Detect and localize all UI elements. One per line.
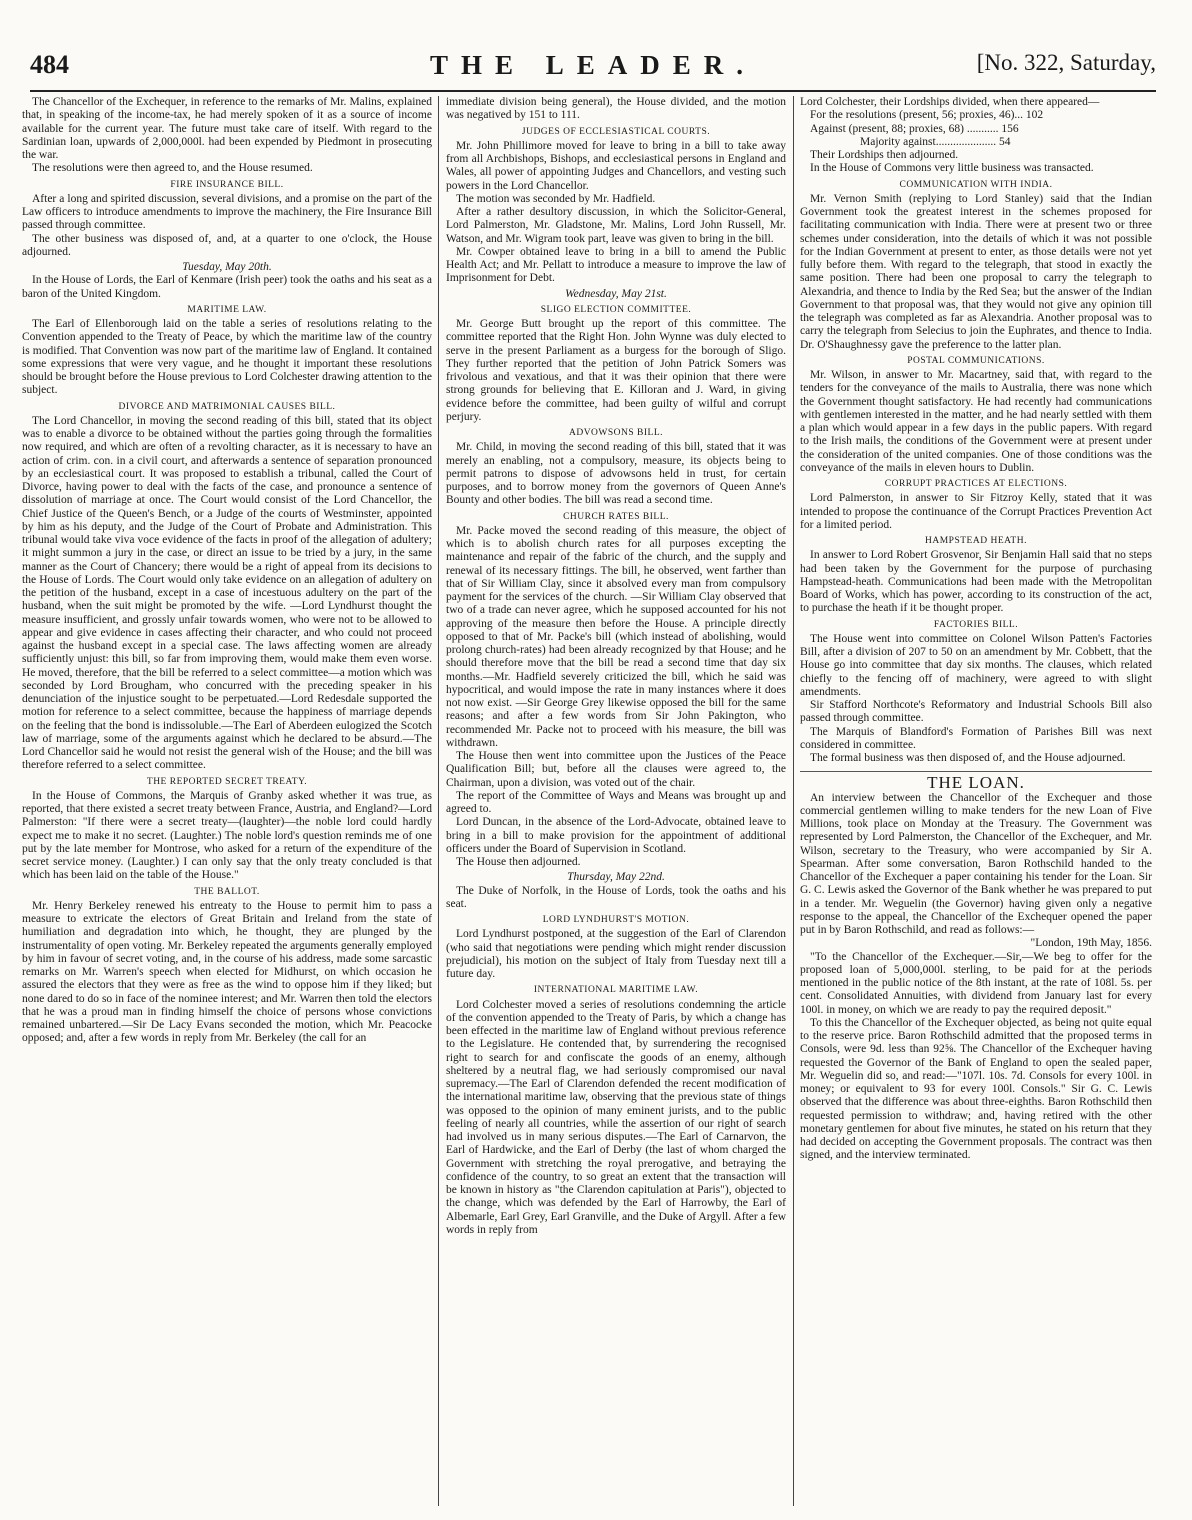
vote-line: Majority against..................... 54: [860, 135, 1011, 148]
section-heading: INTERNATIONAL MARITIME LAW.: [533, 985, 699, 996]
section-heading: MARITIME LAW.: [187, 304, 267, 315]
paragraph: Mr. Cowper obtained leave to bring in a bill to amend the Public Health Act; and Mr. Pellatt to introduce a measure to improve the law of Imprisonment for Debt.: [446, 245, 786, 285]
paragraph: Mr. George Butt brought up the report of this committee. The committee reported that the Right Hon. John Wynne was duly elected to serve in the present Parliament as a burgess for the borough of Sligo. They further reported that the petition of John Patrick Somers was frivolous and vexatious, and that it was their opinion that there were strong grounds for believing that E. Killoran and J. Ward, in giving evidence before the committee, had been guilty of wilful and corrupt perjury.: [446, 318, 786, 423]
paragraph: Mr. Vernon Smith (replying to Lord Stanley) said that the Indian Government took the greatest interest in the schemes proposed for facilitating communication with India. There were at present two or three schemes under consideration, into the details of which it was not possible for the Indian Government at present to enter, as those details were not yet fully before them. With regard to the telegraph, that stood in exactly the same position. There had been one proposal to carry the telegraph to Alexandria, and thence to India by the Red Sea; but the answer of the Indian Government to that proposal was, that they would not give any opinion till the telegraph was completed as far as Alexandria. Another proposal was to carry the telegraph from Selecius to join the Euphrates, and thence to India. Dr. O'Shaughnessy gave the preference to the latter plan.: [800, 192, 1152, 351]
column-rule-1: [438, 96, 439, 1506]
letter-date: "London, 19th May, 1856.: [1030, 937, 1152, 950]
paragraph: An interview between the Chancellor of the Exchequer and those commercial gentlemen willing to make tenders for the new Loan of Five Millions, took place on Monday at the Treasury. The Government was represented by Lord Palmerston, the Chancellor of the Exchequer, and Mr. Wilson, secretary to the Treasury, who were accompanied by Sir A. Spearman. After some conversation, Baron Rothschild handed to the Chancellor of the Exchequer a paper containing his tender for the Loan. Sir G. C. Lewis asked the Governor of the Bank whether he was prepared to put in a tender. Mr. Weguelin (the Governor) having given only a negative response to the appeal, the Chancellor of the Exchequer opened the paper put in by Baron Rothschild, and read as follows:—: [800, 791, 1152, 936]
paragraph: The Earl of Ellenborough laid on the table a series of resolutions relating to the Convention appended to the Treaty of Peace, by which the maritime law of the country is modified. That Convention was now part of the maritime law of England. It contained some expressions that were very vague, and he thought it important these resolutions should be brought before the House previous to Lord Colchester drawing attention to the subject.: [22, 318, 432, 397]
paragraph: After a long and spirited discussion, several divisions, and a promise on the part of the Law officers to introduce amendments to improve the machinery, the Fire Insurance Bill passed through committee.: [22, 192, 432, 232]
paragraph: Mr. Packe moved the second reading of this measure, the object of which is to abolish church rates for all purposes excepting the maintenance and repair of the fabric of the church, and the supply and renewal of its necessary fittings. The bill, he observed, went farther than that of Sir William Clay, since it absolved every man from compulsory payment for the services of the church. —Sir William Clay observed that two of a trade can never agree, which he supposed accounted for his not approving of the measure then before the House. A principle directly opposed to that of Mr. Packe's bill (which instead of abolishing, would prolong church-rates) had been already recognized by that House; and he should therefore move that the bill be read a second time that day six months.—Mr. Hadfield severely criticized the bill, which he said was hypocritical, and would impose the rate in many instances where it does not now exist. —Sir George Grey likewise opposed the bill for the same reasons; and after a few words from Sir John Pakington, who recommended Mr. Packe not to proceed with his measure, the bill was withdrawn.: [446, 524, 786, 749]
page-header: [30, 50, 1156, 92]
page-number: 484: [30, 50, 69, 79]
paragraph: Lord Lyndhurst postponed, at the suggestion of the Earl of Clarendon (who said that negotiations were pending which might render discussion prejudicial), his motion on the subject of Italy from Tuesday next till a future day.: [446, 928, 786, 980]
paragraph: The Chancellor of the Exchequer, in reference to the remarks of Mr. Malins, explained that, in speaking of the income-tax, he had merely spoken of it as a source of income available for the current year. The future must take care of itself. With regard to the Sardinian loan, upwards of 2,000,000l. had been expended by Piedmont in prosecuting the war.: [22, 96, 432, 161]
paragraph: The Duke of Norfolk, in the House of Lords, took the oaths and his seat.: [446, 884, 786, 910]
paragraph: Their Lordships then adjourned.: [810, 149, 959, 161]
paragraph: Lord Palmerston, in answer to Sir Fitzroy Kelly, stated that it was intended to propose the continuance of the Corrupt Practices Prevention Act for a limited period.: [800, 492, 1152, 531]
section-heading: CHURCH RATES BILL.: [563, 511, 669, 522]
paragraph: The formal business was then disposed of, and the House adjourned.: [810, 752, 1126, 764]
section-heading: CORRUPT PRACTICES AT ELECTIONS.: [884, 479, 1068, 489]
paragraph: The Marquis of Blandford's Formation of Parishes Bill was next considered in committee.: [800, 725, 1152, 751]
column-rule-2: [793, 96, 794, 1506]
paragraph: The House then adjourned.: [456, 856, 581, 868]
column-3: [800, 96, 1152, 1506]
paragraph: In answer to Lord Robert Grosvenor, Sir Benjamin Hall said that no steps had been taken by the Government for the purpose of purchasing Hampstead-heath. Communications had been made with the Metropolitan Board of Works, which has power, according to its construction of the act, to purchase the heath if it be thought proper.: [800, 549, 1152, 615]
paragraph: The resolutions were then agreed to, and the House resumed.: [32, 162, 313, 175]
section-heading: COMMUNICATION WITH INDIA.: [899, 179, 1053, 190]
issue-info: [No. 322, Saturday,: [976, 50, 1156, 75]
paragraph: In the House of Lords, the Earl of Kenmare (Irish peer) took the oaths and his seat as a baron of the United Kingdom.: [22, 274, 432, 300]
paragraph: The motion was seconded by Mr. Hadfield.: [456, 192, 656, 205]
paragraph: The House then went into committee upon the Justices of the Peace Qualification Bill; but, before all the clauses were agreed to, the Chairman, upon a division, was voted out of the chair.: [446, 750, 786, 789]
section-heading: THE BALLOT.: [194, 886, 260, 897]
paragraph: The other business was disposed of, and, at a quarter to one o'clock, the House adjourned.: [22, 232, 432, 258]
vote-line: For the resolutions (present, 56; proxies, 46)... 102: [810, 109, 1044, 122]
paragraph: Sir Stafford Northcote's Reformatory and Industrial Schools Bill also passed through committee.: [800, 699, 1152, 725]
vote-line: Against (present, 88; proxies, 68) ........... 156: [810, 122, 1019, 135]
paragraph: immediate division being general), the House divided, and the motion was negatived by 151 to 111.: [446, 96, 786, 122]
date-line: Tuesday, May 20th.: [182, 261, 272, 273]
section-heading: HAMPSTEAD HEATH.: [925, 536, 1027, 546]
paragraph: The Lord Chancellor, in moving the second reading of this bill, stated that its object was to enable a divorce to be obtained without the parties going through the formalities now required, and which are often of a revolting character, as it is necessary to have an action of crim. con. in a civil court, and afterwards a sentence of separation pronounced by an ecclesiastical court. It was proposed to establish a tribunal, called the Court of Divorce, having power to deal with the facts of the case, and pronounce a sentence of dissolution of marriage at once. The Court would consist of the Lord Chancellor, the Chief Justice of the Queen's Bench, or a Judge of the courts of Westminster, appointed by him as his deputy, and the Judge of the Court of Probate and Administration. This tribunal would take viva voce evidence of the facts in proof of the allegation of adultery; it might summon a jury in the case, or direct an issue to be tried by a jury, in the same manner as the Court of Chancery; there would be a right of appeal from its decisions to the House of Lords. The Court would only take evidence on an allegation of adultery on the petition of the husband, except in a case of incestuous adultery on the part of the husband, when the suit might be promoted by the wife. —Lord Lyndhurst thought the measure insufficient, and grossly unfair towards women, who were not to be allowed to appear and give evidence in cases affecting their character, and who could not proceed against the husband except in a special case. The laws affecting women are already sufficiently unjust: this bill, so far from improving them, would make them even worse. He moved, therefore, that the bill be referred to a select committee—a motion which was seconded by Lord Brougham, who concurred with the preceding speaker in his denunciation of the injustice sought to be perpetuated.—Lord Redesdale supported the motion for reference to a select committee, because the happiness of marriage depends on the feeling that the bond is indissoluble.—The Earl of Aberdeen eulogized the Scotch law of marriage, some of the arguments against which he declared to be absurd.—The Lord Chancellor said he would not resist the general wish of the House; and the bill was therefore referred to a select committee.: [22, 414, 432, 772]
paragraph: The report of the Committee of Ways and Means was brought up and agreed to.: [446, 789, 786, 815]
paragraph: Mr. Henry Berkeley renewed his entreaty to the House to permit him to pass a measure to extricate the electors of Great Britain and Ireland from the state of humiliation and degradation into which, he thought, they are plunged by the instrumentality of open voting. Mr. Berkeley repeated the arguments generally employed by him in favour of secret voting, and, in the course of his address, made some sarcastic remarks on Mr. Warren's speech when elected for Midhurst, on which occasion he assured the electors that they were as free as the wind to oppose him if they liked; but none dared to do so in face of the nominee interest; and Mr. Warren then told the electors that he was a proud man in finding himself the choice of persons whose convictions remained unbartered.—Sir De Lacy Evans seconded the motion, which Mr. Peacocke opposed; and, after a few words in reply from Mr. Berkeley (the call for an: [22, 899, 432, 1045]
section-heading: JUDGES OF ECCLESIASTICAL COURTS.: [521, 126, 711, 137]
paragraph: Lord Duncan, in the absence of the Lord-Advocate, obtained leave to bring in a bill to make provision for the appointment of additional officers under the Board of Supervision in Scotland.: [446, 816, 786, 855]
newspaper-title: THE LEADER.: [429, 50, 757, 80]
column-1: [22, 96, 432, 1506]
paragraph: Lord Colchester, their Lordships divided, when there appeared—: [800, 96, 1100, 108]
paragraph: Lord Colchester moved a series of resolutions condemning the article of the convention appended to the Treaty of Paris, by which a change has been effected in the maritime law of England without previous reference to the Legislature. He contended that, by surrendering the recognised right to search for and confiscate the goods of an enemy, although sheltered by a neutral flag, we had seriously compromised our naval supremacy.—The Earl of Clarendon defended the recent modification of the international maritime law, observing that the previous state of things was opposed to the opinion of many eminent jurists, and to the public feeling of nearly all countries, while the assertion of our right of search had involved us in many serious disputes.—The Earl of Carnarvon, the Earl of Hardwicke, and the Earl of Derby (the last of whom charged the Government with stretching the royal prerogative, and betraying the confidence of the country, to so great an extent that the transaction will be known in history as "the Clarendon capitulation at Paris"), objected to the change, which was defended by the Earl of Harrowby, the Earl of Albemarle, Earl Grey, Earl Granville, and the Duke of Argyll. After a few words in reply from: [446, 998, 786, 1236]
paragraph: In the House of Commons very little business was transacted.: [810, 162, 1094, 175]
paragraph: Mr. Wilson, in answer to Mr. Macartney, said that, with regard to the tenders for the conveyance of the mails to Australia, there was none which the Government thought satisfactory. He had recently had communications with gentlemen interested in the matter, and he had nearly settled with them a plan which would appear in a few days in the public papers. With regard to the Irish mails, the conditions of the Government were at present under the consideration of the united companies. One of those conditions was the conveyance of the mails in eleven hours to Dublin.: [800, 369, 1152, 474]
paragraph: The House went into committee on Colonel Wilson Patten's Factories Bill, after a division of 207 to 50 on an amendment by Mr. Cobbett, that the House go into committee that day six months. The clauses, which related chiefly to the fencing off of machinery, were agreed to with slight amendments.: [800, 632, 1152, 698]
section-heading: DIVORCE AND MATRIMONIAL CAUSES BILL.: [118, 401, 336, 412]
date-line: Wednesday, May 21st.: [565, 287, 667, 300]
article-title: THE LOAN.: [800, 771, 1152, 789]
section-heading: SLIGO ELECTION COMMITTEE.: [540, 304, 692, 315]
date-line: Thursday, May 22nd.: [567, 871, 665, 884]
section-heading: FACTORIES BILL.: [933, 619, 1019, 630]
section-heading: POSTAL COMMUNICATIONS.: [907, 355, 1045, 366]
column-2: [446, 96, 786, 1506]
paragraph: Mr. John Phillimore moved for leave to bring in a bill to take away from all Archbishops, Bishops, and ecclesiastical persons in England and Wales, all power of appointing Judges and Chancellors, and vesting such powers in the Lord Chancellor.: [446, 139, 786, 192]
paragraph: In the House of Commons, the Marquis of Granby asked whether it was true, as reported, that there existed a secret treaty between France, Austria, and England?—Lord Palmerston: "If there were a secret treaty—(laughter)—the noble lord could hardly expect me to make it no secret. (Laughter.) The noble lord's question reminds me of one put by the late member for Montrose, who asked for a return of the expenditure of the secret service money. (Laughter.) I can only say that the only treaty concluded is that which has been laid on the table of the House.": [22, 789, 432, 882]
section-heading: FIRE INSURANCE BILL.: [170, 179, 284, 190]
paragraph: "To the Chancellor of the Exchequer.—Sir,—We beg to offer for the proposed loan of 5,000,000l. sterling, to be paid for at the periods mentioned in the public notice of the 8th instant, at the rate of 108l. 5s. per cent. Consolidated Annuities, with dividend from January last for every 100l. in money, on which we are ready to pay the required deposit.": [800, 950, 1152, 1016]
section-heading: LORD LYNDHURST'S MOTION.: [542, 915, 690, 925]
section-heading: ADVOWSONS BILL.: [568, 428, 664, 438]
paragraph: After a rather desultory discussion, in which the Solicitor-General, Lord Palmerston, Mr. Gladstone, Mr. Malins, Lord John Russell, Mr. Watson, and Mr. Wigram took part, leave was given to bring in the bill.: [446, 206, 786, 245]
paragraph: Mr. Child, in moving the second reading of this bill, stated that it was merely an enabling, not a compulsory, measure, its objects being to permit patrons to dispose of advowsons held in trust, for certain purposes, and to borrow money from the governors of Queen Anne's Bounty and other bodies. The bill was read a second time.: [446, 441, 786, 507]
paragraph: To this the Chancellor of the Exchequer objected, as being not quite equal to the reserve price. Baron Rothschild admitted that the proposed terms in Consols, were 9d. less than 92⅝. The Chancellor of the Exchequer having requested the Governor of the Bank of England to open the sealed paper, Mr. Weguelin did so, and read:—"107l. 10s. 7d. Consols for every 100l. in money; or equivalent to 93 for every 100l. Consols." Sir G. C. Lewis observed that the difference was about three-eighths. Baron Rothschild then requested permission to withdraw; and, having retired with the other monetary gentlemen for about five minutes, he stated on his return that they had decided on accepting the Government proposals. The contract was then signed, and the interview terminated.: [800, 1016, 1152, 1162]
section-heading: THE REPORTED SECRET TREATY.: [146, 776, 308, 787]
